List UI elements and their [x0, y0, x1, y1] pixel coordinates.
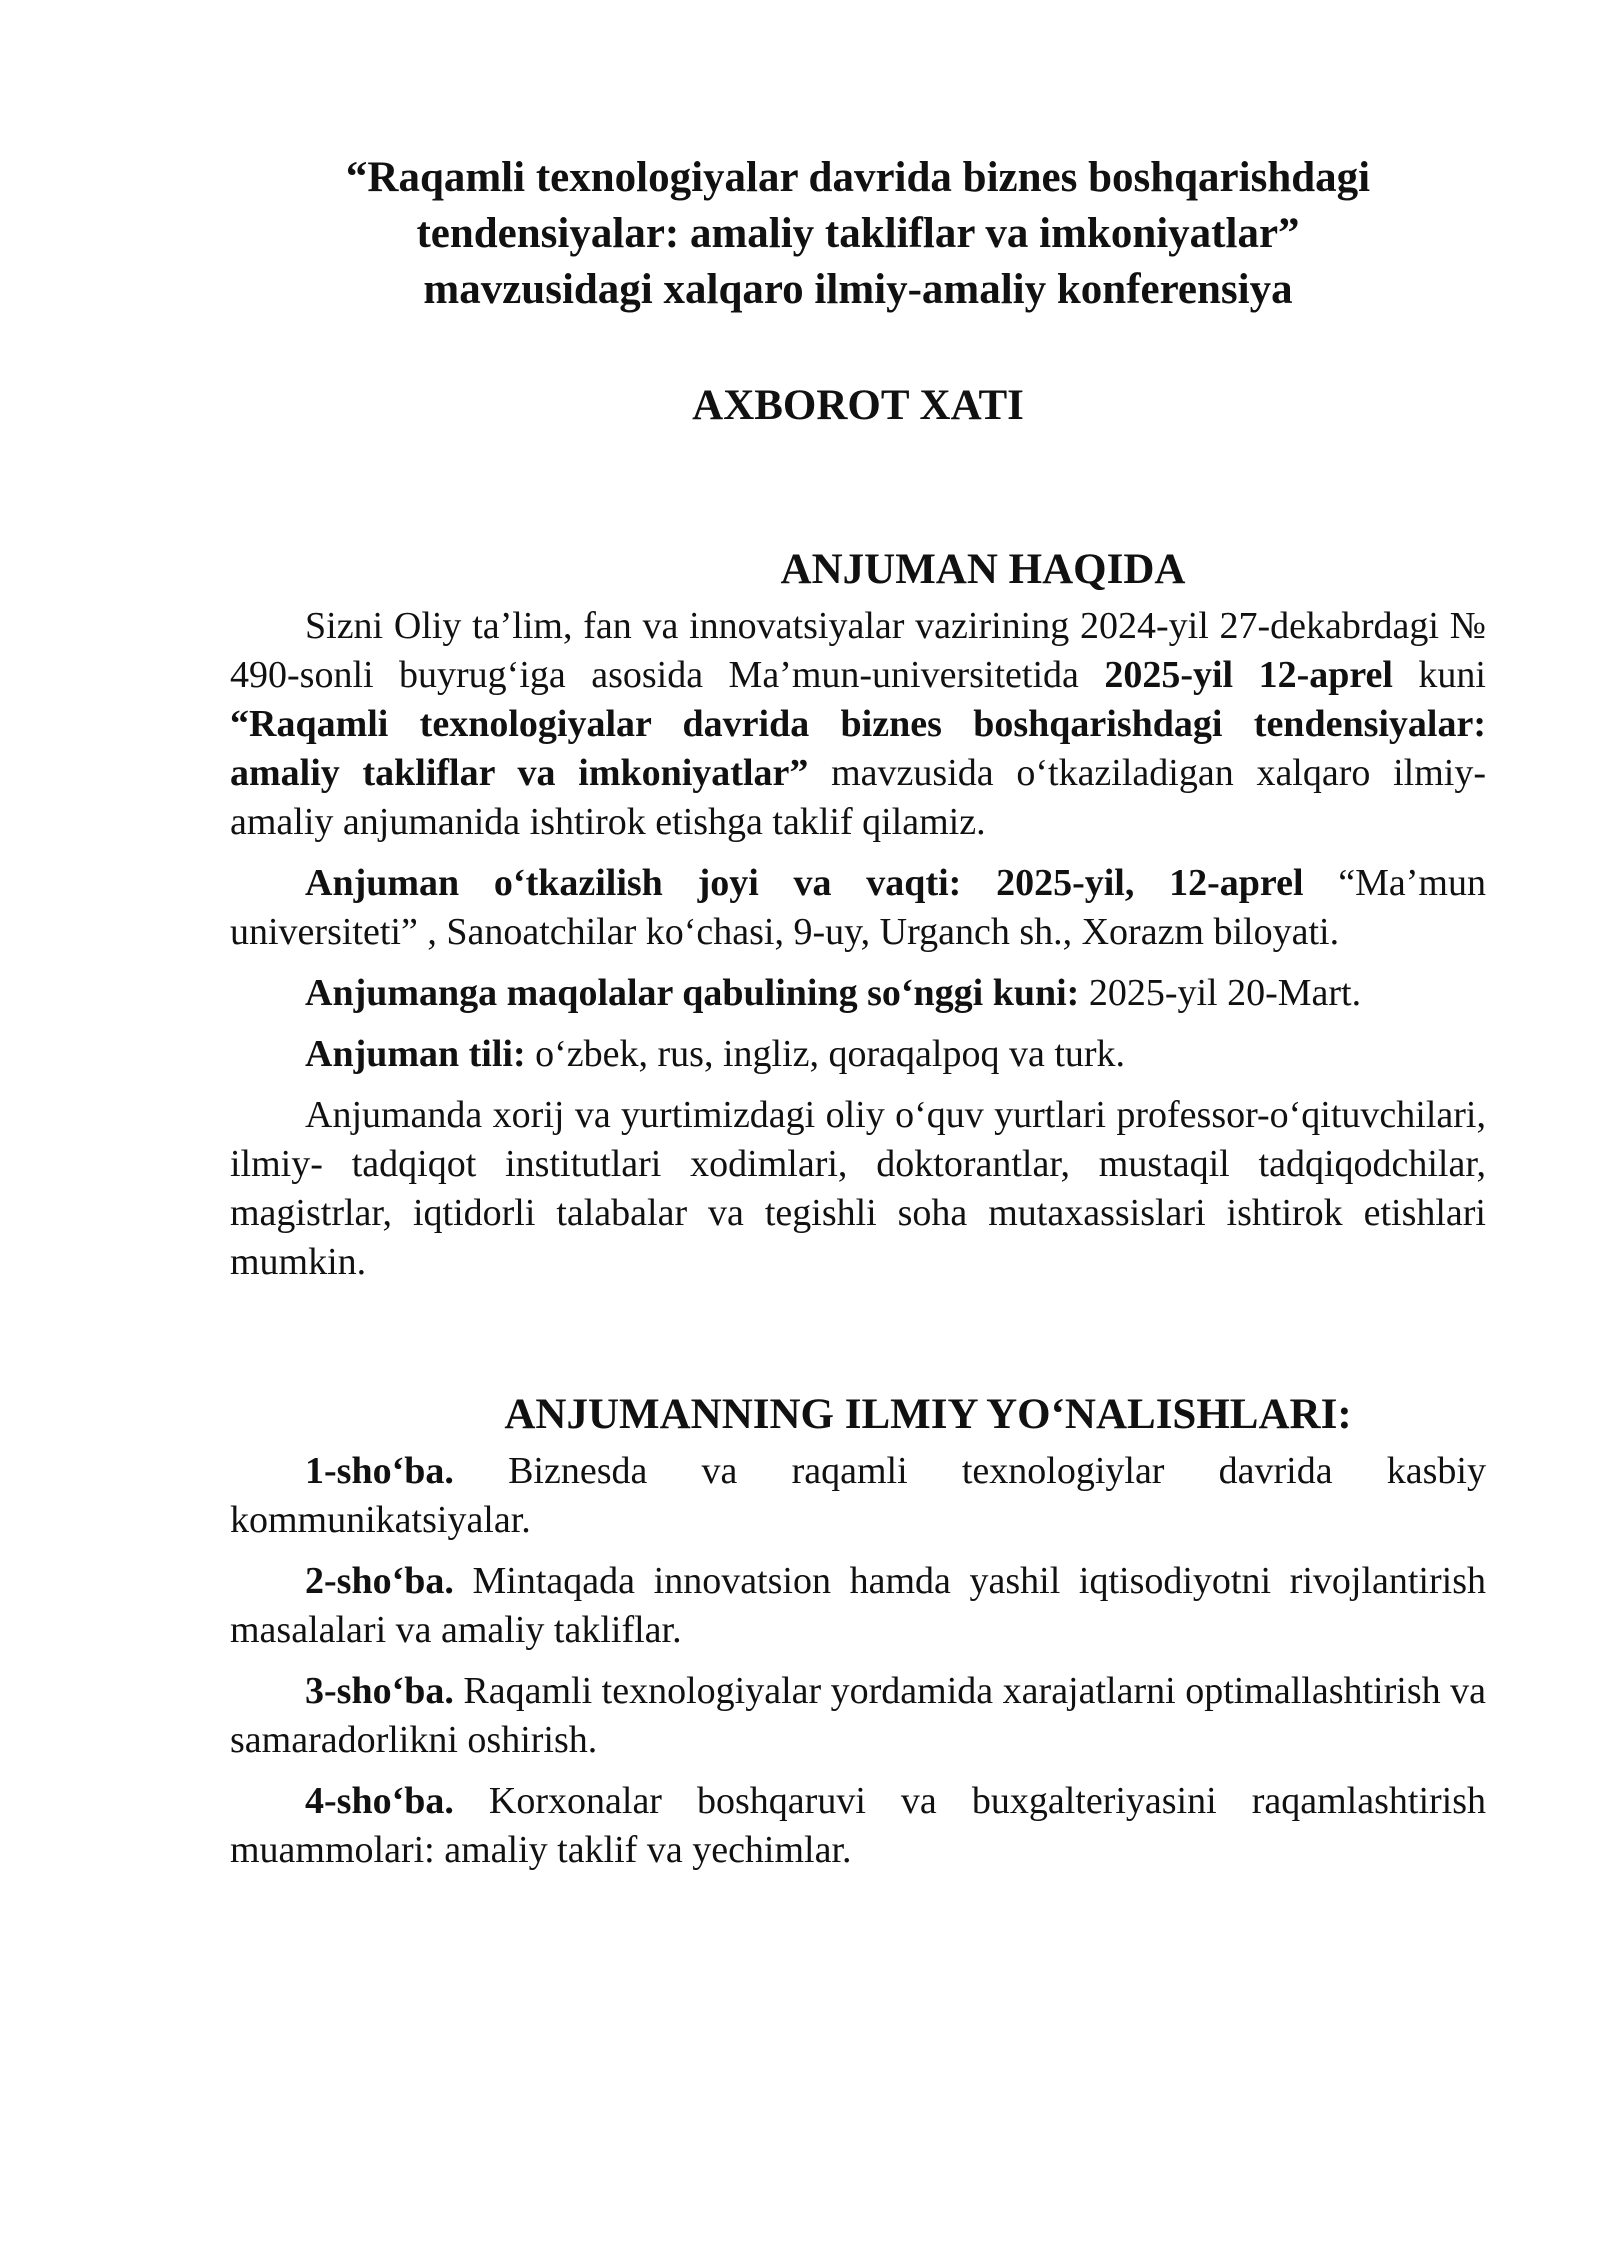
section-item [230, 1447, 1486, 1545]
invitation-paragraph [230, 602, 1486, 847]
section-text: Biznesda va raqamli texnologiylar davrida kasbiy kommunikatsiyalar. [230, 1450, 1486, 1541]
section-label: 1-sho‘ba. [305, 1450, 454, 1492]
deadline-value: 2025-yil 20-Mart. [1079, 972, 1362, 1014]
section-text: Korxonalar boshqaruvi va buxgalteriyasini raqamlashtirish muammolari: amaliy taklif va yechimlar. [230, 1780, 1486, 1871]
directions-heading: ANJUMANNING ILMIY YO‘NALISHLARI: [504, 1391, 1352, 1438]
section-label: 2-sho‘ba. [305, 1560, 454, 1602]
venue-value: “Ma’mun universiteti” , Sanoatchilar ko‘chasi, 9-uy, Urganch sh., Xorazm biloyati. [230, 862, 1486, 953]
venue-label: Anjuman o‘tkazilish joyi va vaqti: 2025-yil, 12-aprel [305, 862, 1304, 904]
section-label: 4-sho‘ba. [305, 1780, 454, 1822]
title-line: mavzusidagi xalqaro ilmiy-amaliy konferensiya [423, 266, 1293, 313]
section-item [230, 1667, 1486, 1765]
participants-paragraph: Anjumanda xorij va yurtimizdagi oliy o‘quv yurtlari professor-o‘qituvchilari, ilmiy- tadqiqot institutlari xodimlari, doktorantlar, mustaqil tadqiqodchilar, magistrlar, iqtidorli talabalar va tegishli soha mutaxassislari ishtirok etishlari mumkin. [230, 1094, 1486, 1283]
document-heading: AXBOROT XATI [692, 382, 1024, 429]
about-heading: ANJUMAN HAQIDA [780, 546, 1186, 593]
section-text: Mintaqada innovatsion hamda yashil iqtisodiyotni rivojlantirish masalalari va amaliy takliflar. [230, 1560, 1486, 1651]
languages-paragraph [230, 1030, 1486, 1079]
conference-topic: “Raqamli texnologiyalar davrida biznes boshqarishdagi tendensiyalar: amaliy takliflar va imkoniyatlar” [230, 703, 1486, 794]
title-line: “Raqamli texnologiyalar davrida biznes boshqarishdagi [345, 154, 1371, 201]
section-label: 3-sho‘ba. [305, 1670, 454, 1712]
deadline-label: Anjumanga maqolalar qabulining so‘nggi kuni: [305, 972, 1080, 1014]
invitation-text: kuni [1392, 654, 1486, 696]
section-item [230, 1777, 1486, 1875]
title-line: tendensiyalar: amaliy takliflar va imkoniyatlar” [416, 210, 1300, 257]
invitation-text: mavzusida o‘tkaziladigan xalqaro ilmiy-amaliy anjumanida ishtirok etishga taklif qilamiz. [230, 752, 1486, 843]
section-text: Raqamli texnologiyalar yordamida xarajatlarni optimallashtirish va samaradorlikni oshirish. [230, 1670, 1486, 1761]
deadline-paragraph [230, 969, 1486, 1018]
languages-value: o‘zbek, rus, ingliz, qoraqalpoq va turk. [525, 1033, 1126, 1075]
venue-paragraph [230, 859, 1486, 957]
document-page [230, 150, 1486, 1887]
conference-date: 2025-yil 12-aprel [1104, 654, 1393, 696]
invitation-text: Sizni Oliy ta’lim, fan va innovatsiyalar vazirining 2024-yil 27-dekabrdagi № 490-sonli buyrug‘iga asosida Ma’mun-universitetida [230, 605, 1486, 696]
languages-label: Anjuman tili: [305, 1033, 526, 1075]
section-item [230, 1557, 1486, 1655]
conference-title [230, 150, 1486, 318]
